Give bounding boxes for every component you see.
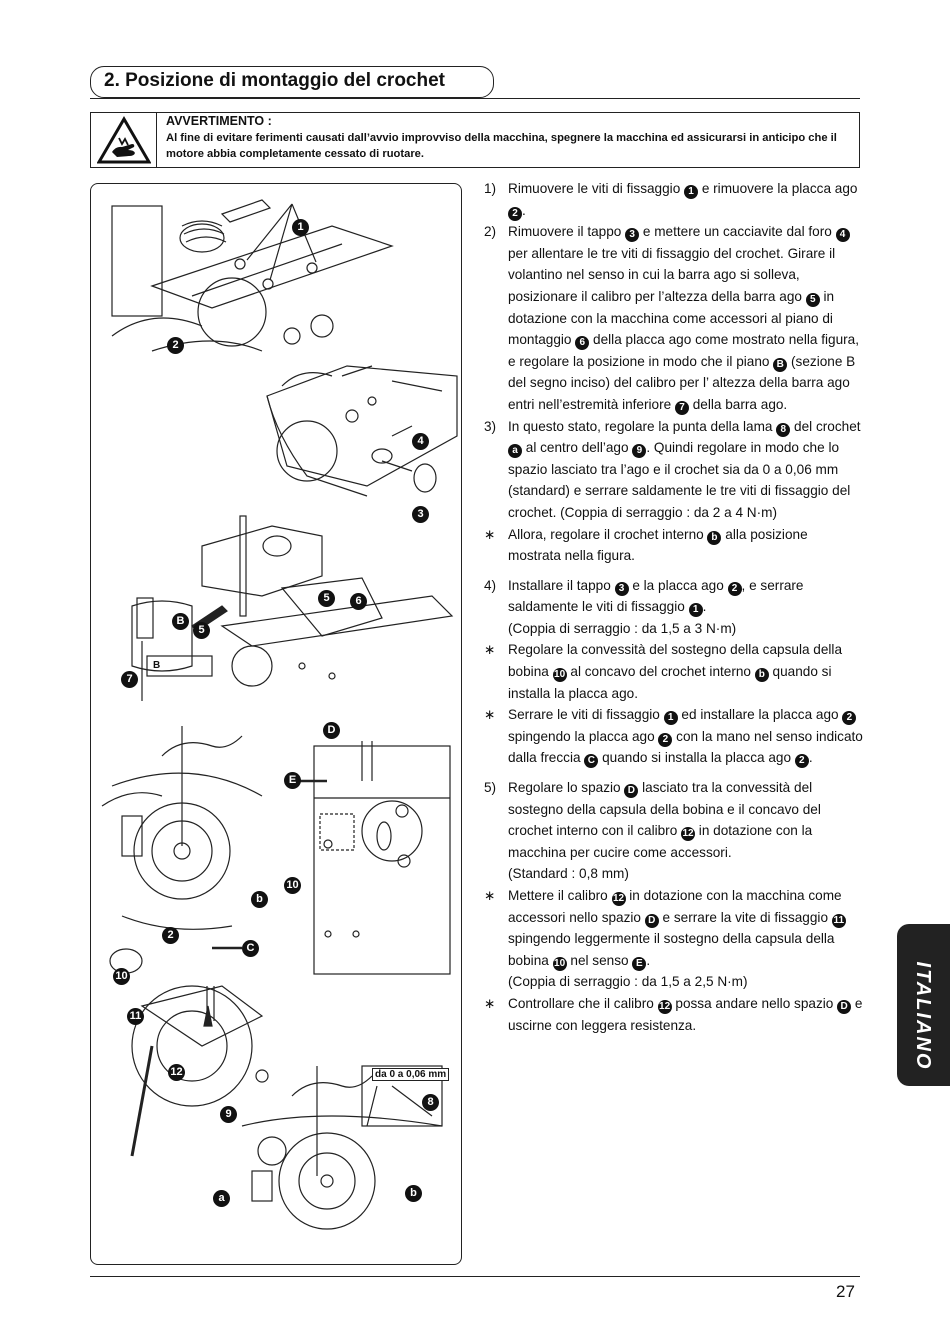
warning-body: Al fine di evitare ferimenti causati dall’avvio improvviso della macchina, spegnere la macchina ed assicurarsi in anticipo che il motore abbia completamente cessato di ruotare.	[166, 132, 837, 160]
callout-3: 3	[412, 506, 429, 523]
callout-C: C	[242, 940, 259, 957]
instruction-list	[484, 178, 864, 1036]
callout-9: 9	[220, 1106, 237, 1123]
section-title: 2. Posizione di montaggio del crochet	[104, 70, 445, 91]
note-3a: ∗ Allora, regolare il crochet interno b alla posizione mostrata nella figura.	[484, 526, 808, 564]
note-5b: ∗ Controllare che il calibro 12 possa andare nello spazio D e uscirne con leggera resistenza.	[484, 995, 863, 1033]
needle-plate-drawing	[112, 200, 392, 351]
note-5a: ∗ Mettere il calibro 12 in dotazione con la macchina come accessori nello spazio D e serrare la vite di fissaggio 11 spingendo leggermente il sostegno della capsula della bobina 10 nel senso E . (Coppia di serraggio : da 1,5 a 2,5 N·m)	[484, 888, 845, 990]
needle-bar-gauge-drawing	[132, 516, 452, 701]
page-number: 27	[836, 1282, 855, 1301]
callout-7: 7	[121, 671, 138, 688]
callout-b-lower: b	[405, 1185, 422, 1202]
callout-a: a	[213, 1190, 230, 1207]
callout-6: 6	[350, 593, 367, 610]
step-2: 2) Rimuovere il tappo 3 e mettere un cacciavite dal foro 4 per allentare le tre viti di fissaggio del crochet. Girare il volantino nel senso in cui la barra ago si solleva, posizionare il calibro per l’altezza della barra ago 5 in dotazione con la macchina come accessori al piano di montaggio 6 della placca ago come mostrato nella figura, e regolare la posizione in modo che il piano B (sezione B del segno inciso) del calibro per l’ altezza della barra ago entri nell’estremità inferiore 7 della barra ago.	[484, 224, 860, 413]
callout-12: 12	[168, 1064, 185, 1081]
note-4b: ∗ Serrare le viti di fissaggio 1 ed installare la placca ago 2 spingendo la placca ago 2 con la mano nel senso indicato dalla freccia C quando si installa la placca ago 2 .	[484, 707, 863, 767]
callout-10-lower: 10	[113, 968, 130, 985]
note-4a: ∗ Regolare la convessità del sostegno della capsula della bobina 10 al concavo del crochet interno b quando si installa la placca ago.	[484, 642, 843, 701]
callout-8: 8	[422, 1094, 439, 1111]
callout-5-upper: 5	[318, 590, 335, 607]
callout-D: D	[323, 722, 340, 739]
gauge-B-label: B	[153, 660, 161, 671]
step-1: 1) Rimuovere le viti di fissaggio 1 e rimuovere la placca ago 2 .	[484, 181, 858, 219]
title-rule	[90, 98, 860, 99]
gauge-insertion-drawing	[110, 948, 268, 1156]
warning-separator	[156, 112, 157, 168]
callout-E: E	[284, 772, 301, 789]
callout-5-lower: 5	[193, 622, 210, 639]
hand-hazard-icon	[97, 116, 151, 164]
callout-4: 4	[412, 433, 429, 450]
callout-10-upper: 10	[284, 877, 301, 894]
step-5: 5) Regolare lo spazio D lasciato tra la convessità del sostegno della capsula della bobina e il concavo del crochet interno con il calibro 12 in dotazione con la macchina per cucire come accessori. (Standard : 0,8 mm)	[484, 780, 821, 882]
callout-b-upper: b	[251, 891, 268, 908]
callout-B: B	[172, 613, 189, 630]
hook-point-drawing	[242, 1066, 442, 1229]
callout-2: 2	[167, 337, 184, 354]
callout-2-lower: 2	[162, 927, 179, 944]
technical-illustrations	[92, 186, 460, 1262]
callout-11: 11	[127, 1008, 144, 1025]
footer-rule	[90, 1276, 860, 1277]
warning-heading: AVVERTIMENTO :	[166, 114, 272, 128]
step-3: 3) In questo stato, regolare la punta della lama 8 del crochet a al centro dell’ago 9 . Quindi regolare in modo che lo spazio lasciato tra l’ago e il crochet sia da 0 a 0,06 mm (standard) e serrare saldamente le tre viti di fissaggio del crochet. (Coppia di serraggio : da 2 a 4 N·m)	[484, 418, 861, 520]
gap-range-label: da 0 a 0,06 mm	[372, 1068, 449, 1081]
step-4: 4) Installare il tappo 3 e la placca ago 2 , e serrare saldamente le viti di fissaggio 1 . (Coppia di serraggio : da 1,5 a 3 N·m)	[484, 577, 804, 636]
bed-plug-drawing	[267, 366, 457, 496]
language-tab-label: ITALIANO	[912, 961, 934, 1071]
callout-1: 1	[292, 219, 309, 236]
hook-position-drawing	[102, 726, 450, 974]
